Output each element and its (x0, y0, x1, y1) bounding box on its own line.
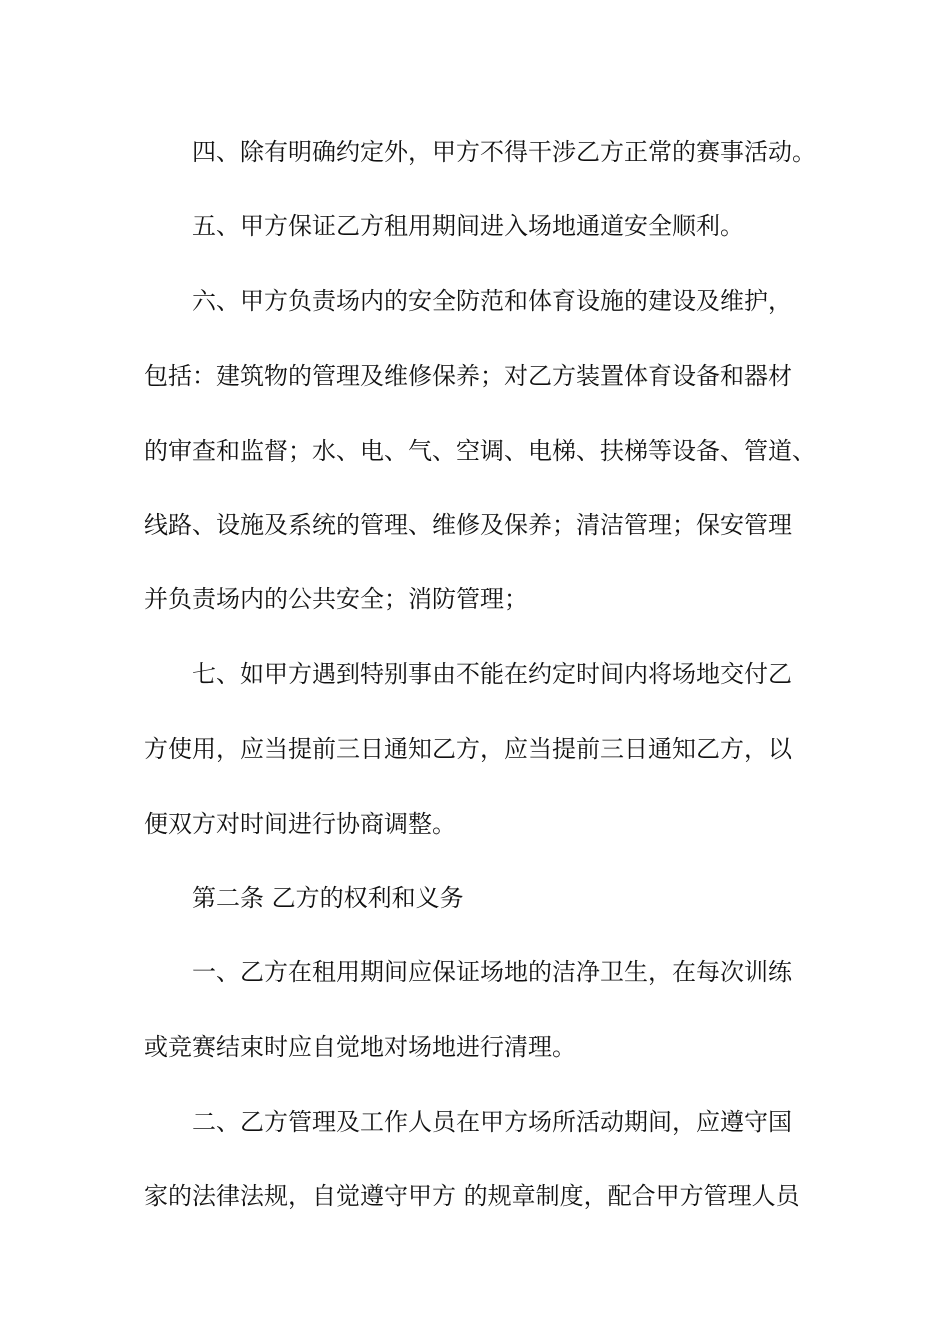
clause-4-line-1: 四、除有明确约定外，甲方不得干涉乙方正常的赛事活动。 (192, 138, 816, 166)
clause-6-line-3: 的审查和监督；水、电、气、空调、电梯、扶梯等设备、管道、 (144, 437, 816, 465)
article-2-item-1-line-1: 一、乙方在租用期间应保证场地的洁净卫生，在每次训练 (192, 958, 792, 986)
clause-5-line-1: 五、甲方保证乙方租用期间进入场地通道安全顺利。 (192, 212, 744, 240)
clause-7-line-3: 便双方对时间进行协商调整。 (144, 810, 456, 838)
clause-6-line-4: 线路、设施及系统的管理、维修及保养；清洁管理；保安管理 (144, 511, 792, 539)
clause-6-line-5: 并负责场内的公共安全；消防管理； (144, 585, 528, 613)
article-2-heading: 第二条 乙方的权利和义务 (192, 884, 464, 912)
clause-6-line-1: 六、甲方负责场内的安全防范和体育设施的建设及维护， (192, 287, 792, 315)
article-2-item-2-line-1: 二、乙方管理及工作人员在甲方场所活动期间，应遵守国 (192, 1108, 792, 1136)
clause-7-line-2: 方使用，应当提前三日通知乙方，应当提前三日通知乙方，以 (144, 735, 792, 763)
article-2-item-1-line-2: 或竞赛结束时应自觉地对场地进行清理。 (144, 1033, 576, 1061)
clause-6-line-2: 包括：建筑物的管理及维修保养；对乙方装置体育设备和器材 (144, 362, 792, 390)
clause-7-line-1: 七、如甲方遇到特别事由不能在约定时间内将场地交付乙 (192, 660, 792, 688)
article-2-item-2-line-2: 家的法律法规，自觉遵守甲方 的规章制度，配合甲方管理人员 (144, 1182, 800, 1210)
